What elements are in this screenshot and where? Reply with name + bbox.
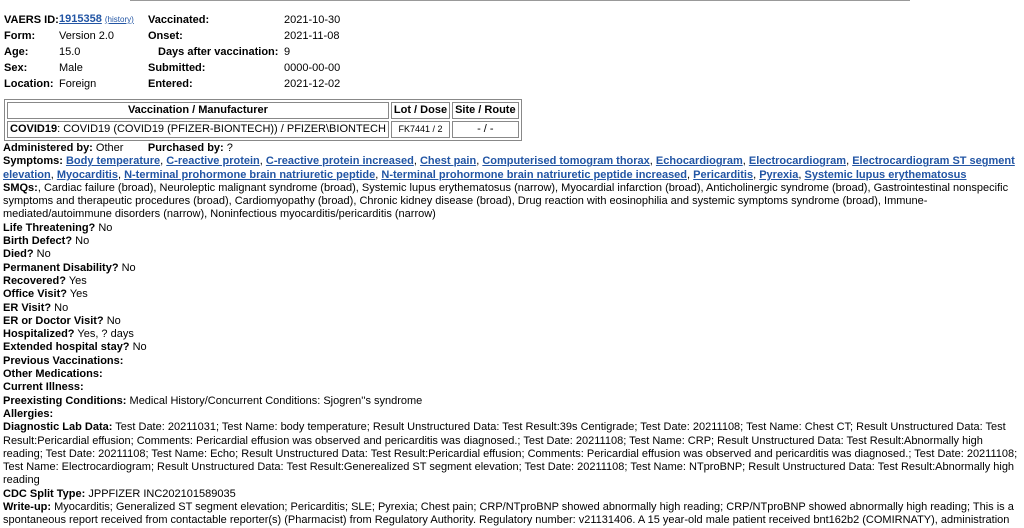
smqs-label: SMQs: <box>3 181 38 194</box>
vaccinated-value: 2021-10-30 <box>284 13 341 26</box>
diagnostic-value: Test Date: 20211031; Test Name: body temperature; Result Unstructured Data: Test Result:39s Centigrade; Test Date: 20211108; Test Name: Chest CT; Result Unstructured Data: Test Result:Pericardial effusion; Comments: Pericardial effusion was observed and pericarditis was diagnosed.; Test Date: 20211108; Test Name: CRP; Result Unstructured Data: Test Result:Abnormally high reading; Test Date: 20211108; Test Name: Echo; Result Unstructured Data: Test Result:Pericardial effusion; Comments: Pericardial effusion was observed and pericarditis was diagnosed.; Test Date: 20211108; Test Name: Electrocardiogram; Result Unstructured Data: Test Result:Generealized ST segment elevation; Test Date: 20211108; Test Name: NTproBNP; Result Unstructured Data: Test Result:Abnormally high reading <box>3 421 1018 487</box>
administered-by-label: Administered by: <box>3 142 93 154</box>
preexisting-value: Medical History/Concurrent Conditions: Sjogren''s syndrome <box>129 394 423 407</box>
birth-defect-row <box>3 235 1024 248</box>
er-visit-value: No <box>54 301 69 314</box>
entered-label: Entered: <box>148 78 193 90</box>
office-visit-row <box>3 288 1024 301</box>
location-label: Location: <box>4 78 54 90</box>
preexisting-label: Preexisting Conditions: <box>3 394 127 407</box>
header-lot-dose: Lot / Dose <box>391 102 450 119</box>
purchased-by-value: ? <box>226 142 233 154</box>
died-label: Died? <box>3 248 34 261</box>
symptom-link[interactable]: Pyrexia <box>759 168 799 181</box>
life-threatening-row <box>3 222 1024 235</box>
birth-defect-label: Birth Defect? <box>3 235 73 248</box>
extended-stay-label: Extended hospital stay? <box>3 341 130 354</box>
er-doctor-value: No <box>106 314 121 327</box>
vaccine-code: COVID19 <box>10 123 58 135</box>
writeup-row <box>3 501 1024 528</box>
vaccination-table <box>4 99 522 141</box>
office-visit-value: Yes <box>69 288 88 301</box>
symptom-link[interactable]: C-reactive protein <box>166 155 260 168</box>
allergies-row <box>3 408 1024 421</box>
entered-value: 2021-12-02 <box>284 78 341 90</box>
extended-stay-value: No <box>132 341 147 354</box>
table-row <box>7 121 519 138</box>
symptom-list: Body temperature, C-reactive protein, C-reactive protein increased, Chest pain, Computerised tomogram thorax, Echocardiogram, Electrocardiogram, Electrocardiogram ST segment elevation, Myocarditis, N-terminal prohormone brain natriuretic peptide, N-terminal prohormone brain natriuretic peptide increased, Pericarditis, Pyrexia, Systemic lupus erythematosus <box>3 155 1015 181</box>
symptom-link[interactable]: Electrocardiogram <box>748 155 847 168</box>
diagnostic-label: Diagnostic Lab Data: <box>3 421 113 434</box>
recovered-value: Yes <box>68 274 87 287</box>
symptom-link[interactable]: Echocardiogram <box>655 155 743 168</box>
purchased-by-label: Purchased by: <box>147 142 224 154</box>
symptom-link[interactable]: Electrocardiogram ST segment elevation <box>3 155 1015 181</box>
cdc-split-row <box>3 488 1024 501</box>
report-details <box>3 142 1024 528</box>
other-medications-label: Other Medications: <box>3 368 103 381</box>
symptom-link[interactable]: C-reactive protein increased <box>265 155 414 168</box>
writeup-label: Write-up: <box>3 501 52 514</box>
er-doctor-label: ER or Doctor Visit? <box>3 314 104 327</box>
symptom-link[interactable]: Myocarditis <box>56 168 118 181</box>
life-threatening-label: Life Threatening? <box>3 221 96 234</box>
permanent-disability-row <box>3 262 1024 275</box>
submitted-label: Submitted: <box>148 62 206 74</box>
birth-defect-value: No <box>75 235 90 248</box>
office-visit-label: Office Visit? <box>3 288 67 301</box>
smqs-value: , Cardiac failure (broad), Neuroleptic malignant syndrome (broad), Systemic lupus erythematosus (narrow), Myocardial infarction (broad), Anticholinergic syndrome (broad), Gastrointestinal nonspecific symptoms and therapeutic procedures (broad), Cardiomyopathy (broad), Chronic kidney disease (broad), Drug reaction with eosinophilia and systemic symptoms syndrome (broad), Immune-mediated/autoimmune disorders (narrow), Noninfectious myocarditis/pericarditis (narrow) <box>3 181 1009 221</box>
sex-value: Male <box>59 62 83 74</box>
top-divider <box>130 0 910 1</box>
location-value: Foreign <box>59 78 97 90</box>
symptoms-row <box>3 155 1024 182</box>
hospitalized-label: Hospitalized? <box>3 328 75 341</box>
previous-vaccinations-row <box>3 355 1024 368</box>
vaers-id-link[interactable]: 1915358 <box>59 13 102 25</box>
header-site-route: Site / Route <box>452 102 519 119</box>
previous-vaccinations-label: Previous Vaccinations: <box>3 354 124 367</box>
administered-by-value: Other <box>95 142 124 154</box>
report-summary <box>4 11 340 92</box>
lot-dose-cell: FK7441 / 2 <box>391 121 450 138</box>
days-after-label: Days after vaccination: <box>158 46 279 58</box>
permanent-disability-value: No <box>121 261 136 274</box>
history-link[interactable]: (history) <box>104 15 134 24</box>
current-illness-row <box>3 381 1024 394</box>
administered-row <box>3 142 1024 155</box>
age-label: Age: <box>4 46 29 58</box>
form-label: Form: <box>4 30 36 42</box>
vaccine-description: : COVID19 (COVID19 (PFIZER-BIONTECH)) / PFIZER\BIONTECH <box>57 123 386 135</box>
sex-label: Sex: <box>4 62 28 74</box>
cdc-split-value: JPPFIZER INC202101589035 <box>88 487 236 500</box>
submitted-value: 0000-00-00 <box>284 62 341 74</box>
vaers-id-label: VAERS ID: <box>4 13 59 26</box>
symptom-link[interactable]: N-terminal prohormone brain natriuretic peptide <box>124 168 376 181</box>
days-after-value: 9 <box>284 46 291 58</box>
vaccine-cell <box>7 121 389 138</box>
onset-label: Onset: <box>148 30 183 42</box>
smqs-row <box>3 182 1024 222</box>
life-threatening-value: No <box>98 221 113 234</box>
diagnostic-row <box>3 421 1024 487</box>
hospitalized-value: Yes, ? days <box>77 328 134 341</box>
vaccinated-label: Vaccinated: <box>148 13 210 26</box>
form-value: Version 2.0 <box>59 30 115 42</box>
age-value: 15.0 <box>59 46 81 58</box>
symptom-link[interactable]: Systemic lupus erythematosus <box>804 168 967 181</box>
site-route-cell: - / - <box>452 121 519 138</box>
other-medications-row <box>3 368 1024 381</box>
preexisting-row <box>3 395 1024 408</box>
symptom-link[interactable]: N-terminal prohormone brain natriuretic peptide increased <box>381 168 688 181</box>
onset-value: 2021-11-08 <box>284 30 340 42</box>
died-value: No <box>36 248 51 261</box>
symptom-link[interactable]: Body temperature <box>65 155 161 168</box>
symptoms-label: Symptoms: <box>3 155 63 168</box>
writeup-value: Myocarditis; Generalized ST segment elevation; Pericarditis; SLE; Pyrexia; Chest pain; CRP/NTproBNP showed abnormally high reading; CRP/NTproBNP showed abnormally high reading; This is a spontaneous report received from contactable reporter(s) (Pharmacist) from Regulatory Authority. Regulatory number: v21131406. A 15 year-old male patient received bnt162b2 (COMIRNATY), administration <box>3 501 1014 527</box>
header-vaccination: Vaccination / Manufacturer <box>7 102 389 119</box>
er-visit-row <box>3 302 1024 315</box>
symptom-link[interactable]: Computerised tomogram thorax <box>482 155 650 168</box>
allergies-label: Allergies: <box>3 407 54 420</box>
symptom-link[interactable]: Chest pain <box>419 155 477 168</box>
current-illness-label: Current Illness: <box>3 381 84 394</box>
cdc-split-label: CDC Split Type: <box>3 487 86 500</box>
er-visit-label: ER Visit? <box>3 301 52 314</box>
extended-stay-row <box>3 341 1024 354</box>
er-doctor-row <box>3 315 1024 328</box>
permanent-disability-label: Permanent Disability? <box>3 261 119 274</box>
died-row <box>3 248 1024 261</box>
recovered-row <box>3 275 1024 288</box>
recovered-label: Recovered? <box>3 274 66 287</box>
hospitalized-row <box>3 328 1024 341</box>
symptom-link[interactable]: Pericarditis <box>693 168 754 181</box>
